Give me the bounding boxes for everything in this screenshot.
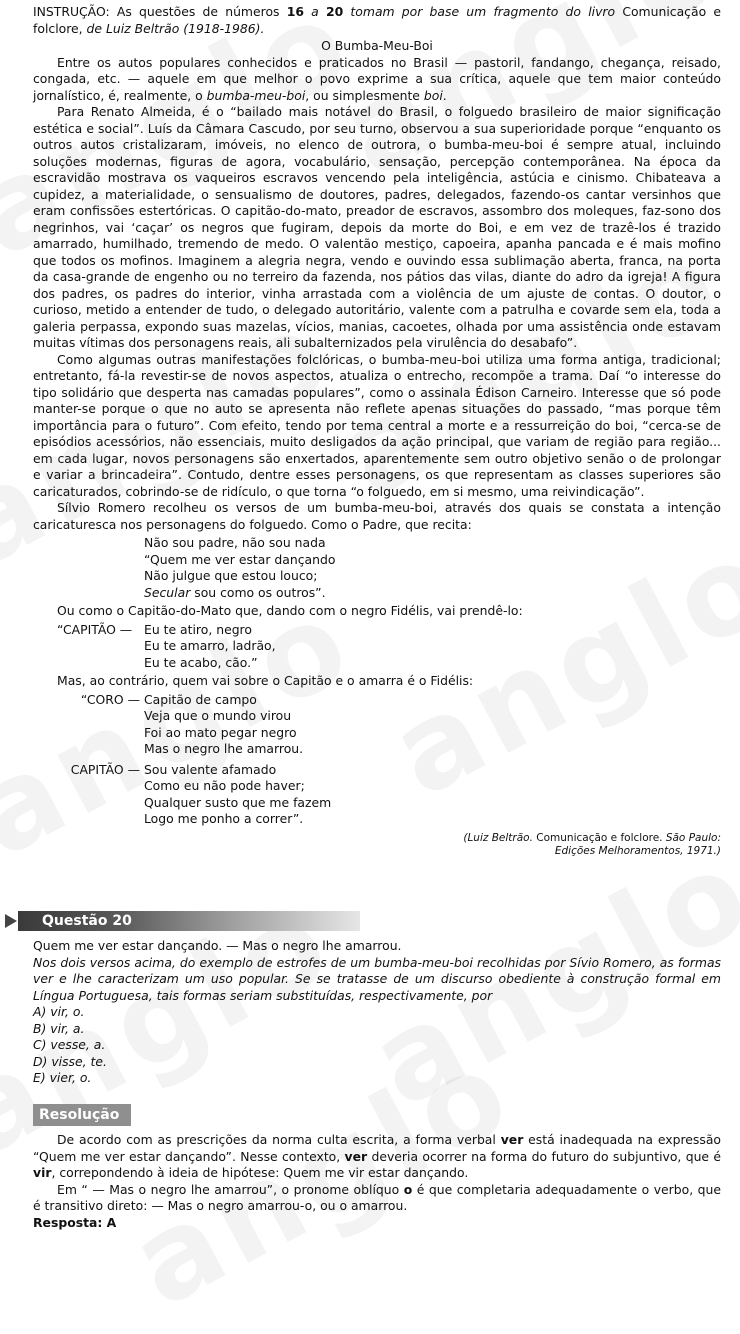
verse-line: Foi ao mato pegar negro bbox=[144, 724, 297, 740]
dialog-coro bbox=[57, 692, 721, 828]
resolution-body bbox=[33, 1132, 721, 1231]
verse-line: Sou valente afamado bbox=[144, 761, 277, 777]
paragraph-3: Como algumas outras manifestações folclóricas, o bumba-meu-boi utiliza uma forma antiga, tradicional; entretanto, fá-la revestir-se de novos aspectos, atualiza o entrecho, recompõe a trama. Daí “o interesse do tipo solidário que desperta nas camadas populares”, como o assinala Édison Carneiro. Interesse que só pode manter-se porque o que no auto se apresenta não reflete apenas situações do passado, “mas porque têm importância para o futuro”. Com efeito, tendo por tema central a morte e a ressurreição do boi, “cerca-se de episódios acessórios, não essenciais, muito desligados da ação principal, que variam de região para região... em cada lugar, novos personagens são enxertados, aparentemente sem outro objetivo senão o de prolongar e variar a brincadeira”. Contudo, dentre esses personagens, os que representam as classes superiores são caricaturados, cobrindo-se de ridículo, o que torna “o folguedo, em si mesmo, uma reivindicação”. bbox=[33, 351, 721, 499]
option-b: B) vir, a. bbox=[33, 1020, 85, 1036]
verse-line: Capitão de campo bbox=[144, 691, 257, 707]
verse-line: Eu te amarro, ladrão, bbox=[144, 638, 276, 653]
verse-line: Veja que o mundo virou bbox=[144, 708, 292, 723]
verse-line: Secular sou como os outros”. bbox=[144, 584, 326, 600]
paragraph-4: Sílvio Romero recolheu os versos de um bumba-meu-boi, através dos quais se constata a intenção caricaturesca nos personagens do folguedo. Como o Padre, que recita: bbox=[33, 500, 721, 532]
paragraph-2: Para Renato Almeida, é o “bailado mais notável do Brasil, o folguedo brasileiro de maior significação estética e social”. Luís da Câmara Cascudo, por seu turno, observou a sua superioridade porque “enquanto os outros autos cristalizaram, imóveis, no elenco de outrora, o bumba-meu-boi é sempre atual, incluindo soluções modernas, figuras de agora, vocabulário, sensação, percepção contemporânea. Na época da escravidão mostrava os vaqueiros escravos vencendo pela inteligência, astúcia e cinismo. Chibateava a cupidez, a materialidade, o sensualismo de doutores, padres, delegados, fazendo-os cantar versinhos que eram confissões estertóricas. O capitão-do-mato, preador de escravos, assombro dos moleques, faz-sono dos negrinhos, vai ‘caçar’ os negros que fugiram, depois da morte do Boi, e em vez de trazê-los é trazido amarrado, humilhado, tremendo de medo. O valentão mestiço, capoeira, apanha pancada e é mais mofino que todos os mofinos. Imaginem a alegria negra, vendo e ouvindo essa sublimação aberta, franca, na porta da casa-grande de engenho ou no terreiro da fazenda, nos pátios das vilas, diante do adro da igreja! A figura dos padres, os padres do interior, vinha arrastada com a violência de um ajuste de contas. O doutor, o curioso, metido a entender de tudo, o delegado autoritário, valente com a patrulha e covarde sem ela, toda a galeria perpassa, expondo suas mazelas, vícios, manias, cacoetes, olhada por uma assistência onde estavam muitas vítimas dos personagens reais, ali subalternizados pela virulência do desabafo”. bbox=[33, 104, 721, 350]
option-c: C) vesse, a. bbox=[33, 1037, 106, 1052]
dialog-capitao-1 bbox=[57, 622, 721, 672]
play-arrow-icon bbox=[5, 914, 17, 928]
answer: Resposta: A bbox=[33, 1214, 117, 1230]
verse-line: Eu te atiro, negro bbox=[144, 621, 252, 637]
instruction-text: de Luiz Beltrão (1918-1986). bbox=[82, 20, 265, 36]
reading-text bbox=[33, 4, 721, 858]
resolution-label: Resolução bbox=[39, 1107, 120, 1123]
resolution-paragraph-2: Em “ — Mas o negro lhe amarrou”, o pronome oblíquo o é que completaria adequadamente o verbo, que é transitivo direto: — Mas o negro amarrou-o, ou o amarrou. bbox=[33, 1181, 721, 1213]
verse-line: Qualquer susto que me fazem bbox=[144, 794, 332, 810]
question-verses: Quem me ver estar dançando. — Mas o negro lhe amarrou. bbox=[33, 938, 402, 953]
question-number-start: 16 bbox=[286, 4, 304, 19]
speaker-label: “CORO — bbox=[80, 691, 140, 707]
speaker-label: CAPITÃO — bbox=[70, 761, 140, 777]
question-body bbox=[33, 938, 721, 1087]
instruction bbox=[33, 4, 721, 37]
verse-line: Logo me ponho a correr”. bbox=[144, 811, 304, 826]
verse-line: Mas o negro lhe amarrou. bbox=[144, 741, 304, 756]
paragraph-5: Ou como o Capitão-do-Mato que, dando com o negro Fidélis, vai prendê-lo: bbox=[57, 603, 523, 618]
option-a: A) vir, o. bbox=[33, 1004, 85, 1019]
verse-line: Como eu não pode haver; bbox=[144, 778, 305, 793]
resolution-paragraph-1: De acordo com as prescrições da norma culta escrita, a forma verbal ver está inadequada na expressão “Quem me ver estar dançando”. Nesse contexto, ver deveria ocorrer na forma do futuro do subjuntivo, que é vir, correpondendo à ideia de hipótese: Quem me vir estar dançando. bbox=[33, 1132, 722, 1180]
verse-line: Não julgue que estou louco; bbox=[144, 568, 318, 583]
option-d: D) visse, te. bbox=[33, 1053, 107, 1069]
verse-line: “Quem me ver estar dançando bbox=[144, 551, 336, 567]
question-label: Questão 20 bbox=[42, 913, 132, 929]
book-title: Comunicação e folclore, bbox=[33, 4, 721, 36]
paragraph-1: Entre os autos populares conhecidos e praticados no Brasil — pastoril, fandango, chegança, reisado, congada, etc. — aquele em que melhor o povo exprime a sua crítica, aquele que tem maior conteúdo jornalístico, é, realmente, o bumba-meu-boi, ou simplesmente boi. bbox=[33, 54, 721, 103]
resolution-header bbox=[33, 1104, 131, 1126]
instruction-text: a bbox=[303, 4, 326, 19]
question-number-end: 20 bbox=[325, 4, 344, 19]
padre-verse bbox=[144, 535, 721, 601]
question-header bbox=[0, 911, 360, 931]
question-prompt: Nos dois versos acima, do exemplo de estrofes de um bumba-meu-boi recolhidas por Sívio Romero, as formas ver e lhe caracterizam um uso popular. Se se tratasse de um discurso obediente à construção formal em Língua Portuguesa, tais formas seriam substituídas, respectivamente, por bbox=[33, 954, 721, 1003]
instruction-text: INSTRUÇÃO: As questões de números bbox=[33, 4, 287, 19]
paragraph-6: Mas, ao contrário, quem vai sobre o Capitão e o amarra é o Fidélis: bbox=[57, 673, 474, 688]
option-e: E) vier, o. bbox=[33, 1070, 92, 1085]
verse-line: Não sou padre, não sou nada bbox=[144, 535, 326, 550]
source-citation: (Luiz Beltrão. Comunicação e folclore. São Paulo: Edições Melhoramentos, 1971.) bbox=[463, 831, 721, 857]
verse-line: Eu te acabo, cão.” bbox=[144, 654, 258, 670]
text-title: O Bumba-Meu-Boi bbox=[321, 38, 433, 53]
instruction-text: tomam por base um fragmento do livro bbox=[343, 4, 623, 19]
speaker-label: “CAPITÃO — bbox=[57, 621, 133, 637]
